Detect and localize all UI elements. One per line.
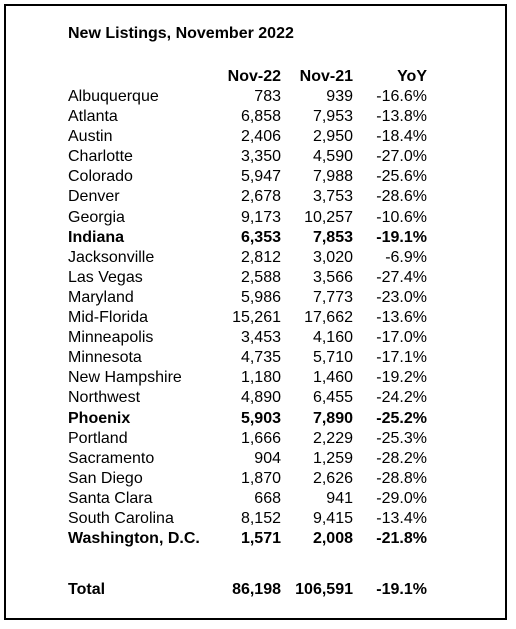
row-current: 15,261: [232, 309, 281, 327]
header-prior: Nov-21: [299, 67, 353, 85]
total-table: [68, 580, 427, 600]
row-market: Northwest: [68, 389, 141, 407]
row-prior: 7,853: [312, 228, 353, 246]
row-change: -28.8%: [376, 469, 427, 487]
row-prior: 10,257: [304, 208, 353, 226]
total-change: -19.1%: [376, 581, 427, 598]
row-market: Denver: [68, 188, 120, 206]
total-row: [68, 580, 427, 600]
total-current: 86,198: [232, 581, 281, 598]
row-current: 6,858: [240, 108, 281, 126]
total-label: Total: [68, 581, 106, 598]
row-change: -6.9%: [385, 248, 427, 266]
table-row: [68, 228, 427, 248]
row-prior: 6,455: [312, 389, 353, 407]
row-current: 4,735: [240, 349, 281, 367]
row-prior: 2,950: [312, 128, 353, 146]
row-prior: 5,710: [312, 349, 353, 367]
row-market: San Diego: [68, 469, 143, 487]
row-change: -24.2%: [376, 389, 427, 407]
row-prior: 3,566: [312, 268, 353, 286]
row-current: 2,812: [240, 248, 281, 266]
table-row: [68, 187, 427, 207]
row-change: -16.6%: [376, 88, 427, 105]
row-market: Phoenix: [68, 409, 131, 427]
row-prior: 3,020: [312, 248, 353, 266]
total-prior: 106,591: [295, 581, 353, 598]
row-market: Minnesota: [68, 349, 142, 367]
row-change: -13.4%: [376, 509, 427, 527]
row-market: Washington, D.C.: [68, 530, 200, 548]
row-prior: 7,988: [312, 168, 353, 186]
row-change: -13.6%: [376, 309, 427, 327]
row-change: -28.2%: [376, 449, 427, 467]
table-row: [68, 248, 427, 268]
row-market: Charlotte: [68, 148, 133, 166]
row-current: 5,947: [240, 168, 281, 186]
row-market: Santa Clara: [68, 489, 153, 507]
row-change: -27.4%: [376, 268, 427, 286]
row-market: Albuquerque: [68, 88, 159, 105]
table-row: [68, 107, 427, 127]
table-row: [68, 469, 427, 489]
row-current: 2,588: [240, 268, 281, 286]
table-row: [68, 288, 427, 308]
row-current: 1,571: [240, 530, 281, 548]
table-row: [68, 529, 427, 549]
row-prior: 2,229: [312, 429, 353, 447]
table-row: [68, 167, 427, 187]
row-change: -13.8%: [376, 108, 427, 126]
row-current: 668: [254, 489, 281, 507]
row-market: Portland: [68, 429, 128, 447]
table-row: [68, 308, 427, 328]
row-current: 5,903: [240, 409, 281, 427]
row-current: 1,870: [240, 469, 281, 487]
row-change: -17.0%: [376, 329, 427, 347]
row-prior: 7,890: [312, 409, 353, 427]
row-current: 904: [254, 449, 281, 467]
listings-table: [68, 65, 427, 549]
row-prior: 3,753: [312, 188, 353, 206]
row-change: -25.2%: [376, 409, 427, 427]
row-prior: 4,160: [312, 329, 353, 347]
table-row: [68, 208, 427, 228]
row-change: -25.3%: [376, 429, 427, 447]
table-row: [68, 429, 427, 449]
row-market: South Carolina: [68, 509, 174, 527]
row-market: Maryland: [68, 288, 134, 306]
row-current: 9,173: [240, 208, 281, 226]
row-change: -21.8%: [376, 530, 427, 548]
table-row: [68, 127, 427, 147]
row-prior: 17,662: [304, 309, 353, 327]
table-row: [68, 147, 427, 167]
row-market: Mid-Florida: [68, 309, 149, 327]
row-current: 3,350: [240, 148, 281, 166]
row-market: Indiana: [68, 228, 125, 246]
row-current: 2,678: [240, 188, 281, 206]
row-change: -23.0%: [376, 288, 427, 306]
row-market: Minneapolis: [68, 329, 154, 347]
row-current: 6,353: [240, 228, 281, 246]
row-current: 3,453: [240, 329, 281, 347]
row-change: -10.6%: [376, 208, 427, 226]
row-change: -29.0%: [376, 489, 427, 507]
row-prior: 941: [326, 489, 353, 507]
row-current: 4,890: [240, 389, 281, 407]
row-prior: 9,415: [312, 509, 353, 527]
row-market: Colorado: [68, 168, 133, 186]
row-change: -19.1%: [376, 228, 427, 246]
row-change: -19.2%: [376, 369, 427, 387]
row-prior: 1,460: [312, 369, 353, 387]
header-market: [68, 65, 214, 87]
row-current: 8,152: [240, 509, 281, 527]
row-prior: 7,773: [312, 288, 353, 306]
row-prior: 2,008: [312, 530, 353, 548]
row-prior: 7,953: [312, 108, 353, 126]
table-title: New Listings, November 2022: [68, 25, 294, 42]
row-change: -25.6%: [376, 168, 427, 186]
table-row: [68, 348, 427, 368]
row-current: 5,986: [240, 288, 281, 306]
row-prior: 4,590: [312, 148, 353, 166]
table-row: [68, 328, 427, 348]
table-row: [68, 368, 427, 388]
row-market: Austin: [68, 128, 113, 146]
table-row: [68, 268, 427, 288]
row-current: 1,180: [240, 369, 281, 387]
row-current: 2,406: [240, 128, 281, 146]
row-market: Jacksonville: [68, 248, 155, 266]
table-row: [68, 489, 427, 509]
table-row: [68, 409, 427, 429]
row-change: -27.0%: [376, 148, 427, 166]
row-prior: 1,259: [312, 449, 353, 467]
row-change: -28.6%: [376, 188, 427, 206]
row-change: -18.4%: [376, 128, 427, 146]
table-row: [68, 388, 427, 408]
row-market: Georgia: [68, 208, 125, 226]
header-change: YoY: [397, 67, 427, 85]
row-market: Sacramento: [68, 449, 155, 467]
table-row: [68, 509, 427, 529]
header-row: [68, 65, 427, 87]
row-current: 1,666: [240, 429, 281, 447]
row-prior: 939: [326, 88, 353, 105]
row-market: New Hampshire: [68, 369, 182, 387]
header-current: Nov-22: [227, 67, 281, 85]
row-market: Atlanta: [68, 108, 118, 126]
row-current: 783: [254, 88, 281, 105]
row-market: Las Vegas: [68, 268, 143, 286]
table-row: [68, 449, 427, 469]
row-prior: 2,626: [312, 469, 353, 487]
row-change: -17.1%: [376, 349, 427, 367]
table-row: [68, 87, 427, 107]
